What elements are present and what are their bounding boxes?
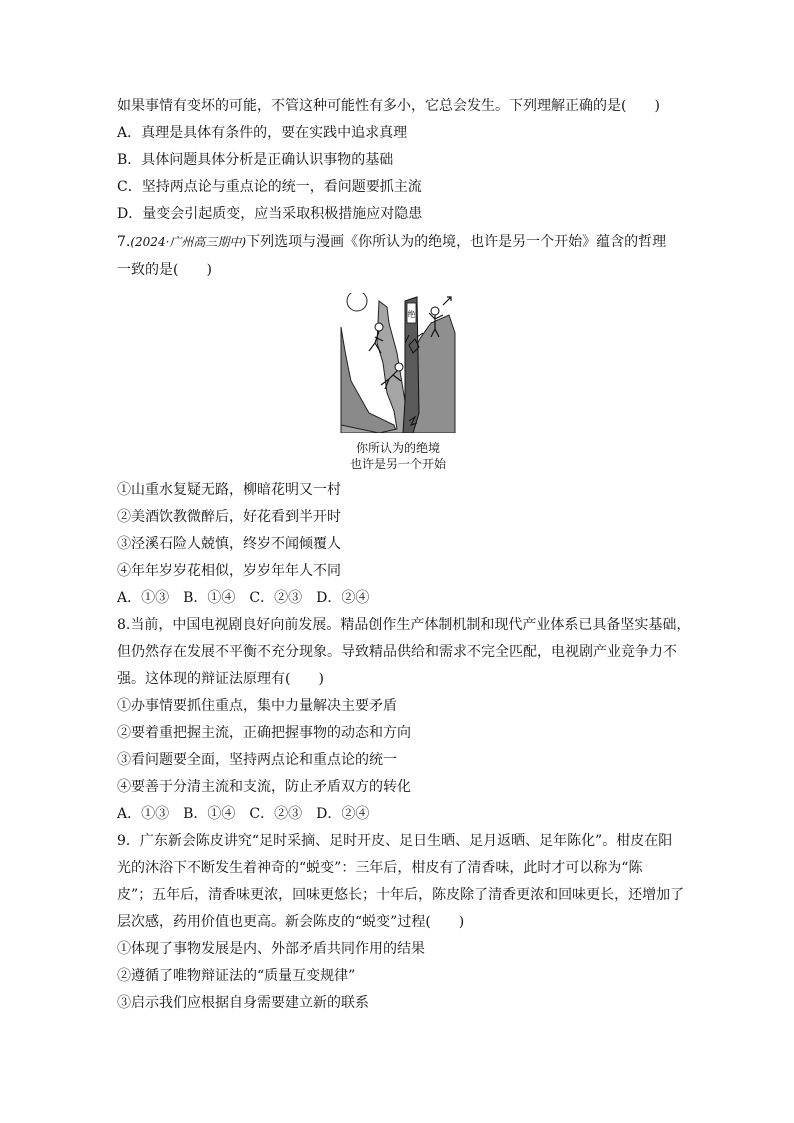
figure-caption-line2: 也许是另一个开始 [349,457,446,471]
q7-stem-text: 下列选项与漫画《你所认为的绝境，也许是另一个开始》蕴含的哲理 [246,234,667,250]
q9-item-2: ②遵循了唯物辩证法的“质量互变规律” [117,968,356,984]
q8-item-3: ③看问题要全面，坚持两点论和重点论的统一 [117,752,397,768]
cartoon-illustration [339,293,457,433]
q8-item-1: ①办事情要抓住重点，集中力量解决主要矛盾 [117,698,397,714]
q7-item-4: ④年年岁岁花相似，岁岁年年人不同 [117,563,341,579]
sign-character: 绝 [407,310,416,319]
q8-stem-line1: 8.当前，中国电视剧良好向前发展。精品创作生产体制机制和现代产业体系已具备坚实基础， [117,617,691,633]
q8-answer-choices: A．①③ B．①④ C．②③ D．②④ [117,806,370,822]
q7-stem-line2: 一致的是( ) [117,262,212,278]
q9-item-3: ③启示我们应根据自身需要建立新的联系 [117,995,369,1011]
q9-stem-line2: 光的沐浴下不断发生着神奇的“蜕变”：三年后，柑皮有了清香味，此时才可以称为“陈 [117,860,643,876]
q6-option-a: A．真理是具体有条件的，要在实践中追求真理 [117,125,408,141]
figure-caption-line1: 你所认为的绝境 [355,441,440,455]
q7-number: 7. [117,234,131,250]
q9-stem-line3: 皮”；五年后，清香味更浓，回味更悠长；十年后，陈皮除了清香更浓和回味更长，还增加了 [117,887,685,903]
q6-option-d: D．量变会引起质变，应当采取积极措施应对隐患 [117,206,423,222]
q6-option-c: C．坚持两点论与重点论的统一，看问题要抓主流 [117,179,422,195]
q7-stem-line1 [117,232,666,252]
q6-option-b: B．具体问题具体分析是正确认识事物的基础 [117,152,394,168]
q8-stem-line3: 强。这体现的辩证法原理有( ) [117,671,324,687]
q7-item-2: ②美酒饮教微醉后，好花看到半开时 [117,509,341,525]
q8-item-4: ④要善于分清主流和支流，防止矛盾双方的转化 [117,779,411,795]
q9-stem-line4: 层次感，药用价值也更高。新会陈皮的“蜕变”过程( ) [117,914,465,930]
q9-item-1: ①体现了事物发展是内、外部矛盾共同作用的结果 [117,941,425,957]
q8-item-2: ②要着重把握主流，正确把握事物的动态和方向 [117,725,411,741]
q7-item-3: ③泾溪石险人兢慎，终岁不闻倾覆人 [117,536,341,552]
q7-item-1: ①山重水复疑无路，柳暗花明又一村 [117,482,341,498]
q7-answer-choices: A．①③ B．①④ C．②③ D．②④ [117,590,370,606]
q9-stem-line1: 9．广东新会陈皮讲究“足时采摘、足时开皮、足日生晒、足月返晒、足年陈化”。柑皮在阳 [117,833,673,849]
q7-source: (2024·广州高三期中) [130,235,247,249]
q6-stem: 如果事情有变坏的可能，不管这种可能性有多小，它总会发生。下列理解正确的是( ) [117,98,660,114]
q8-stem-line2: 但仍然存在发展不平衡不充分现象。导致精品供给和需求不完全匹配，电视剧产业竞争力不 [117,644,677,660]
